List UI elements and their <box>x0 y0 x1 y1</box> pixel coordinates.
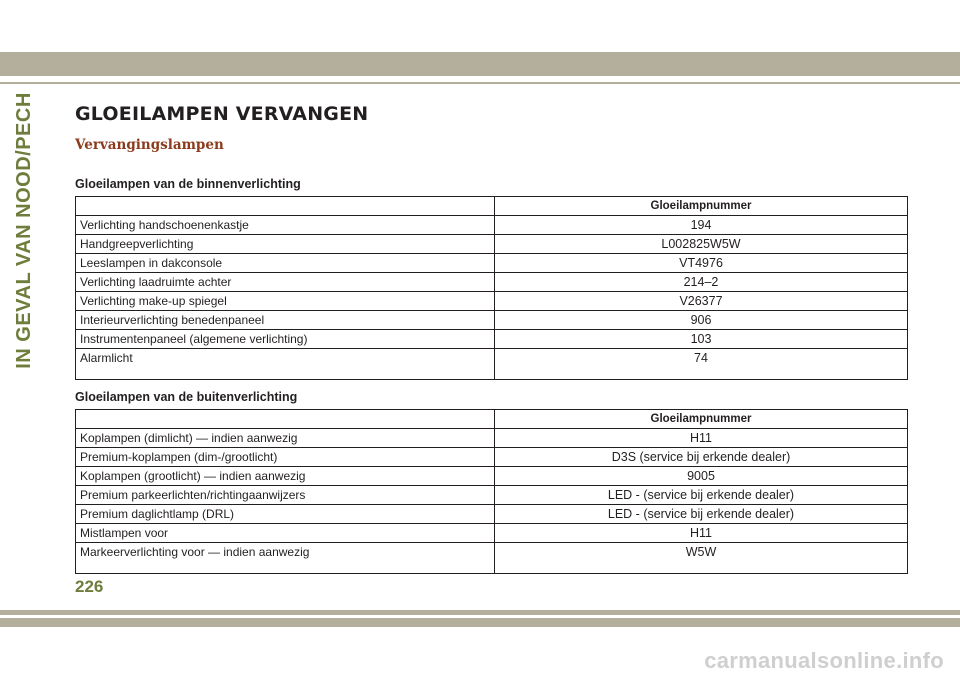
watermark: carmanualsonline.info <box>704 648 944 673</box>
table-row <box>76 216 908 235</box>
side-tab-label: IN GEVAL VAN NOOD/PECH <box>12 91 35 369</box>
table-header-row <box>76 197 908 216</box>
bulb-number: W5W <box>495 543 908 574</box>
header-band <box>0 52 960 76</box>
footer-band <box>0 618 960 627</box>
bulb-location: Premium parkeerlichten/richtingaanwijzers <box>76 486 495 505</box>
table-row <box>76 524 908 543</box>
table-header-bulb-number: Gloeilampnummer <box>495 197 908 216</box>
header-rule <box>0 82 960 84</box>
bulb-location: Premium-koplampen (dim-/grootlicht) <box>76 448 495 467</box>
table-header-empty <box>76 197 495 216</box>
bulb-number: H11 <box>495 524 908 543</box>
page-subtitle: Vervangingslampen <box>75 137 224 153</box>
page-number: 226 <box>75 577 104 596</box>
table-row <box>76 448 908 467</box>
bulb-location: Verlichting laadruimte achter <box>76 273 495 292</box>
bulb-location: Koplampen (dimlicht) — indien aanwezig <box>76 429 495 448</box>
table-row <box>76 235 908 254</box>
bulb-location: Instrumentenpaneel (algemene verlichting) <box>76 330 495 349</box>
table-header-empty <box>76 410 495 429</box>
bulb-number: LED - (service bij erkende dealer) <box>495 505 908 524</box>
table-row <box>76 273 908 292</box>
table-row <box>76 292 908 311</box>
bulb-number: D3S (service bij erkende dealer) <box>495 448 908 467</box>
bulb-number: 906 <box>495 311 908 330</box>
interior-bulb-table <box>75 196 908 380</box>
bulb-number: V26377 <box>495 292 908 311</box>
bulb-number: 9005 <box>495 467 908 486</box>
table-row <box>76 486 908 505</box>
bulb-location: Verlichting make-up spiegel <box>76 292 495 311</box>
table-row <box>76 467 908 486</box>
table-row <box>76 311 908 330</box>
bulb-location: Koplampen (grootlicht) — indien aanwezig <box>76 467 495 486</box>
bulb-number: 103 <box>495 330 908 349</box>
table-row <box>76 505 908 524</box>
bulb-number: 194 <box>495 216 908 235</box>
bulb-number: H11 <box>495 429 908 448</box>
bulb-location: Handgreepverlichting <box>76 235 495 254</box>
table-row <box>76 543 908 574</box>
bulb-location: Leeslampen in dakconsole <box>76 254 495 273</box>
bulb-location: Mistlampen voor <box>76 524 495 543</box>
footer-rule <box>0 610 960 615</box>
bulb-location: Interieurverlichting benedenpaneel <box>76 311 495 330</box>
table-row <box>76 254 908 273</box>
table-header-bulb-number: Gloeilampnummer <box>495 410 908 429</box>
bulb-number: VT4976 <box>495 254 908 273</box>
bulb-location: Premium daglichtlamp (DRL) <box>76 505 495 524</box>
table-row <box>76 349 908 380</box>
page-title: GLOEILAMPEN VERVANGEN <box>75 103 369 125</box>
section-side-tab <box>6 91 42 369</box>
interior-table-heading: Gloeilampen van de binnenverlichting <box>75 177 301 191</box>
bulb-number: LED - (service bij erkende dealer) <box>495 486 908 505</box>
bulb-number: 214–2 <box>495 273 908 292</box>
bulb-location: Alarmlicht <box>76 349 495 380</box>
bulb-location: Verlichting handschoenenkastje <box>76 216 495 235</box>
table-row <box>76 330 908 349</box>
table-header-row <box>76 410 908 429</box>
exterior-bulb-table <box>75 409 908 574</box>
exterior-table-heading: Gloeilampen van de buitenverlichting <box>75 390 298 404</box>
bulb-location: Markeerverlichting voor — indien aanwezig <box>76 543 495 574</box>
table-row <box>76 429 908 448</box>
bulb-number: L002825W5W <box>495 235 908 254</box>
bulb-number: 74 <box>495 349 908 380</box>
